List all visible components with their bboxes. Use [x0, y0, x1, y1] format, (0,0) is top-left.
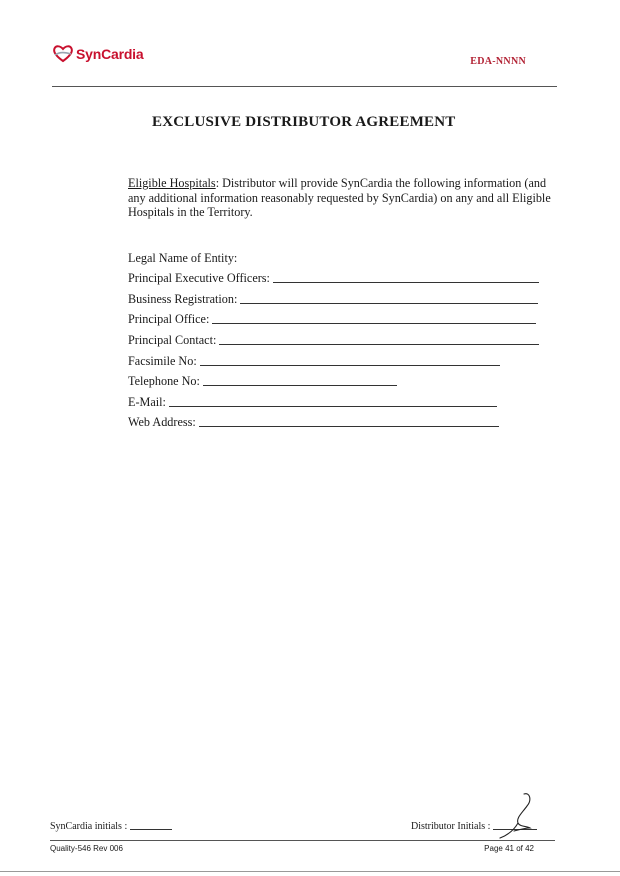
field-blank-line[interactable] [203, 385, 397, 386]
distributor-signature [494, 790, 542, 840]
field-label: Facsimile No: [128, 353, 197, 368]
field-business-registration [128, 286, 548, 307]
eligible-hospitals-paragraph [128, 176, 558, 220]
page-number: Page 41 of 42 [484, 844, 534, 853]
paragraph-text: : Distributor will provide SynCardia the following information (and any additional information reasonably requested by SynCardia) on any and all Eligible Hospitals in the Territory. [128, 176, 551, 219]
document-code: EDA-NNNN [470, 56, 526, 67]
syncardia-initials-line[interactable] [130, 829, 172, 830]
footer-divider [50, 840, 555, 841]
field-principal-executive-officers [128, 266, 548, 287]
field-label: Business Registration: [128, 291, 238, 306]
syncardia-initials [50, 821, 172, 832]
field-blank-line[interactable] [169, 406, 497, 407]
quality-code: Quality-546 Rev 006 [50, 844, 123, 853]
syncardia-logo [52, 40, 143, 68]
field-label: Principal Office: [128, 312, 210, 327]
page-title: EXCLUSIVE DISTRIBUTOR AGREEMENT [152, 114, 456, 130]
field-facsimile [128, 348, 548, 369]
distributor-initials-label: Distributor Initials : [411, 821, 491, 832]
header-divider [52, 86, 557, 87]
field-principal-contact [128, 327, 548, 348]
field-label: Telephone No: [128, 374, 200, 389]
field-telephone [128, 369, 548, 390]
field-label: Principal Executive Officers: [128, 271, 270, 286]
field-label: Legal Name of Entity: [128, 250, 238, 265]
heart-logo-icon [52, 43, 74, 65]
field-web-address [128, 410, 548, 431]
field-principal-office [128, 307, 548, 328]
field-blank-line[interactable] [219, 344, 539, 345]
field-label: E-Mail: [128, 394, 166, 409]
field-blank-line[interactable] [200, 365, 500, 366]
logo-text: SynCardia [76, 46, 144, 62]
field-blank-line[interactable] [273, 282, 539, 283]
field-email [128, 389, 548, 410]
paragraph-heading: Eligible Hospitals [128, 176, 216, 190]
scan-edge-line [0, 871, 620, 872]
field-blank-line[interactable] [199, 426, 499, 427]
field-label: Principal Contact: [128, 332, 217, 347]
field-label: Web Address: [128, 415, 196, 430]
syncardia-initials-label: SynCardia initials : [50, 821, 128, 832]
field-legal-name [128, 245, 548, 266]
field-blank-line[interactable] [240, 303, 538, 304]
field-blank-line[interactable] [212, 323, 536, 324]
information-fields [128, 245, 548, 430]
